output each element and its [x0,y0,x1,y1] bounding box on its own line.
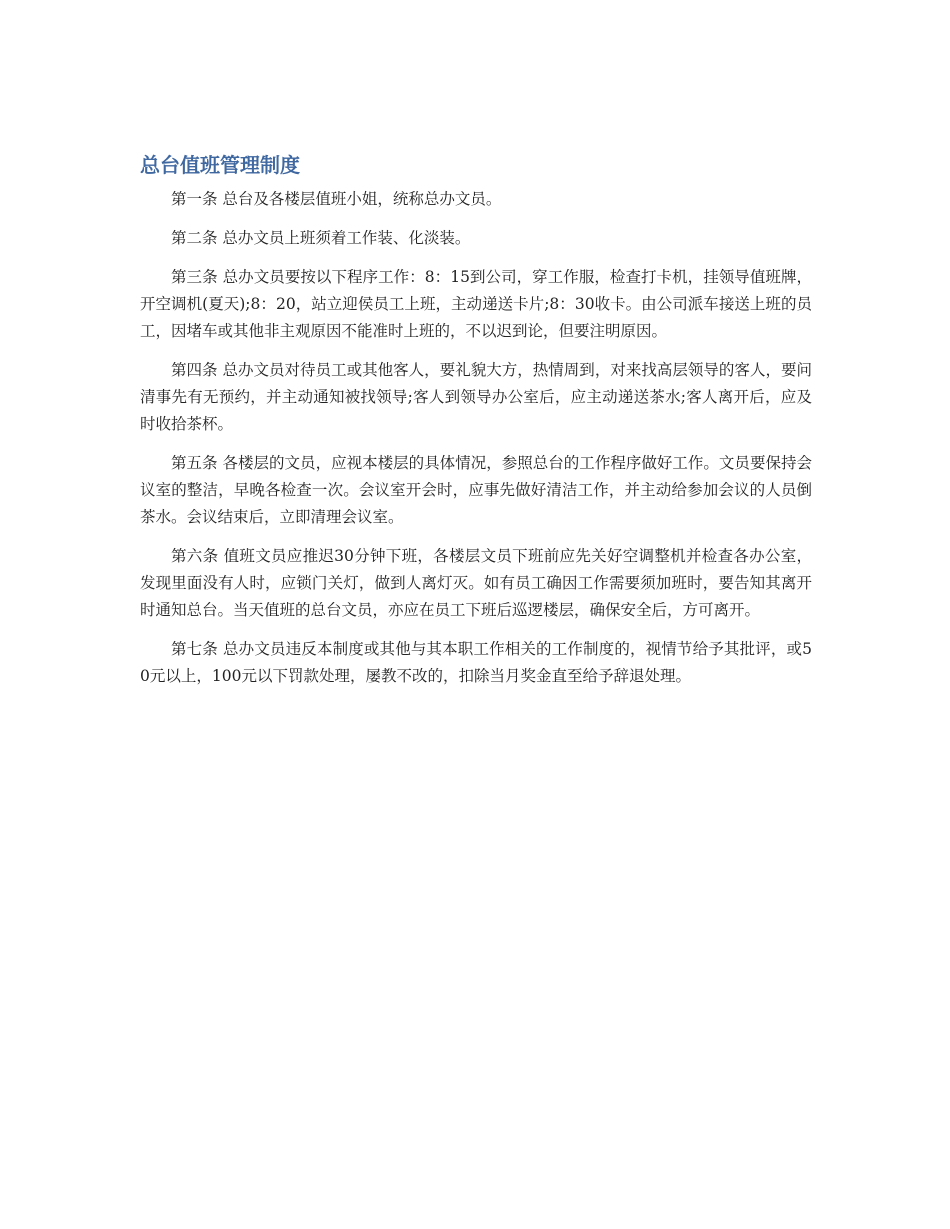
article-3: 第三条 总办文员要按以下程序工作：8：15到公司，穿工作服，检查打卡机，挂领导值班牌，开空调机(夏天);8：20，站立迎侯员工上班，主动递送卡片;8：30收卡。由公司派车接送上班的员工，因堵车或其他非主观原因不能准时上班的，不以迟到论，但要注明原因。 [140,268,812,340]
article-4: 第四条 总办文员对待员工或其他客人，要礼貌大方，热情周到，对来找高层领导的客人，要问清事先有无预约，并主动通知被找领导;客人到领导办公室后，应主动递送茶水;客人离开后，应及时收拾茶杯。 [140,361,812,433]
article-1: 第一条 总台及各楼层值班小姐，统称总办文员。 [171,190,502,208]
article-7: 第七条 总办文员违反本制度或其他与其本职工作相关的工作制度的，视情节给予其批评，或50元以上，100元以下罚款处理，屡教不改的，扣除当月奖金直至给予辞退处理。 [140,640,812,685]
article-5: 第五条 各楼层的文员，应视本楼层的具体情况，参照总台的工作程序做好工作。文员要保持会议室的整洁，早晚各检查一次。会议室开会时，应事先做好清洁工作，并主动给参加会议的人员倒茶水。会议结束后，立即清理会议室。 [140,454,812,526]
document-body [140,150,812,702]
document-title: 总台值班管理制度 [140,153,300,177]
article-6: 第六条 值班文员应推迟30分钟下班，各楼层文员下班前应先关好空调整机并检查各办公室，发现里面没有人时，应锁门关灯，做到人离灯灭。如有员工确因工作需要须加班时，要告知其离开时通知总台。当天值班的总台文员，亦应在员工下班后巡逻楼层，确保安全后，方可离开。 [140,547,812,619]
article-2: 第二条 总办文员上班须着工作装、化淡装。 [171,229,471,247]
